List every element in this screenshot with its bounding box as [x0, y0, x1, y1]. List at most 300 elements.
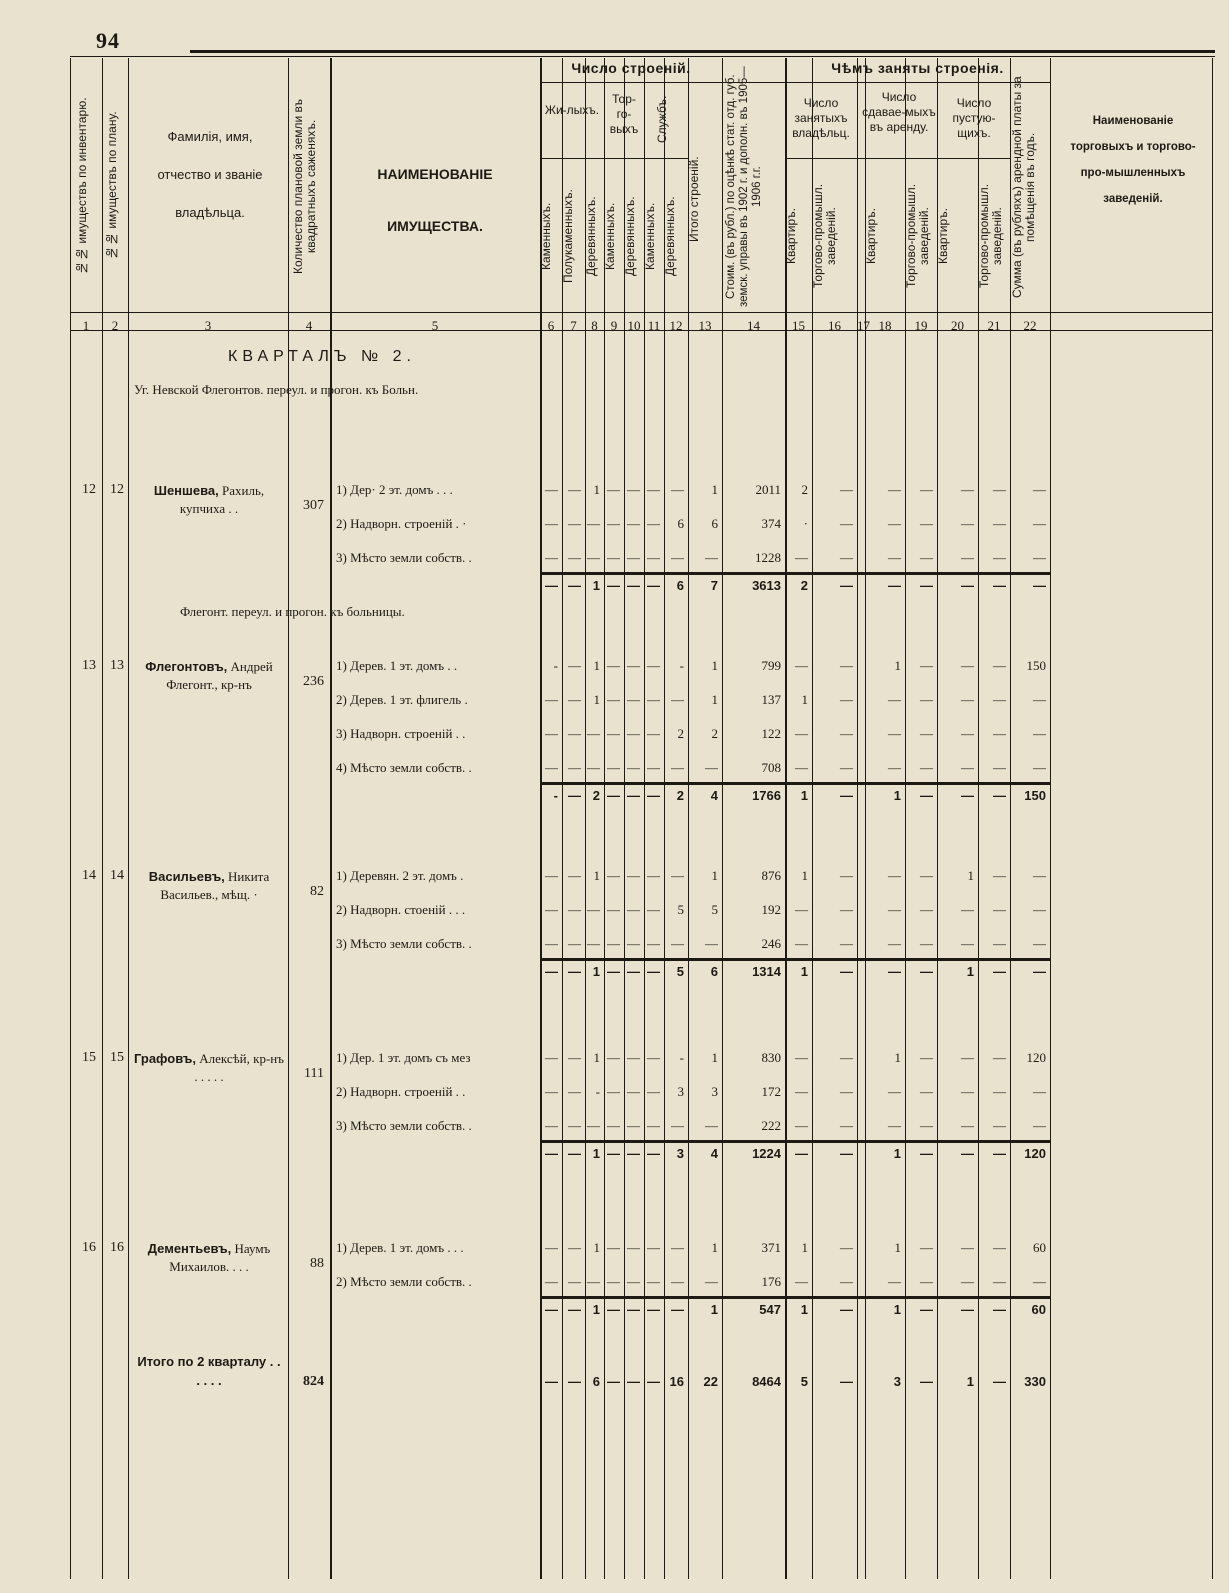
value-cell: —: [671, 1240, 684, 1255]
value-cell: 120: [1026, 1050, 1046, 1065]
value-cell: —: [993, 868, 1006, 883]
value-cell: —: [545, 550, 558, 565]
value-cell: —: [647, 1302, 660, 1317]
value-cell: —: [587, 1274, 600, 1289]
value-cell: —: [545, 1240, 558, 1255]
value-cell: —: [568, 1274, 581, 1289]
value-cell: —: [840, 1274, 853, 1289]
value-cell: —: [647, 692, 660, 707]
value-cell: 4: [710, 788, 718, 803]
value-cell: 176: [761, 1274, 781, 1289]
value-cell: 7: [710, 578, 718, 593]
value-cell: —: [920, 1084, 933, 1099]
value-cell: —: [607, 1118, 620, 1133]
value-cell: 1: [893, 1146, 901, 1161]
column-number: 18: [878, 318, 892, 333]
value-cell: —: [920, 578, 933, 593]
owner-surname: Шеншева,: [153, 483, 219, 498]
value-cell: —: [993, 760, 1006, 775]
value-cell: —: [568, 964, 581, 979]
value-cell: 1: [801, 1240, 808, 1255]
value-cell: —: [961, 1302, 974, 1317]
value-cell: 1: [592, 578, 600, 593]
value-cell: —: [568, 1302, 581, 1317]
value-cell: —: [840, 868, 853, 883]
top-rule-thin: [70, 56, 1215, 57]
header-sub-rent: Число сдавае-мыхъ въ аренду.: [862, 90, 936, 134]
value-cell: —: [607, 550, 620, 565]
value-cell: 150: [1026, 658, 1046, 673]
subtotal-rule: [540, 1140, 1050, 1143]
value-cell: 2: [677, 726, 684, 741]
value-cell: —: [993, 1374, 1006, 1389]
value-cell: 1224: [752, 1146, 781, 1161]
street-heading: Уг. Невской Флегонтов. переул. и прогон. къ Больн.: [134, 382, 419, 397]
value-cell: —: [627, 1240, 640, 1255]
value-cell: —: [607, 726, 620, 741]
value-cell: 1: [593, 868, 600, 883]
value-cell: —: [545, 1118, 558, 1133]
value-cell: —: [671, 1302, 684, 1317]
value-cell: 1: [800, 788, 808, 803]
value-cell: 1: [800, 1302, 808, 1317]
value-cell: 3: [893, 1374, 901, 1389]
header-col16: Торгово-промышл. заведеній.: [811, 183, 838, 289]
owner-name-rest: Андрей Флегонт., кр-нъ: [166, 659, 273, 692]
value-cell: —: [840, 788, 853, 803]
value-cell: —: [607, 516, 620, 531]
quarter-total-land: 824: [303, 1374, 324, 1389]
column-number: 8: [591, 318, 598, 333]
value-cell: 1: [967, 868, 974, 883]
value-cell: —: [961, 936, 974, 951]
value-cell: 1: [711, 1240, 718, 1255]
value-cell: —: [587, 760, 600, 775]
header-col13: Итого строеній.: [687, 156, 701, 242]
value-cell: —: [671, 550, 684, 565]
value-cell: —: [888, 760, 901, 775]
value-cell: —: [920, 550, 933, 565]
value-cell: 1: [711, 868, 718, 883]
value-cell: —: [647, 1050, 660, 1065]
value-cell: —: [795, 1084, 808, 1099]
value-cell: —: [568, 692, 581, 707]
header-col9: Каменныхъ.: [603, 202, 617, 270]
header-col19: Квартиръ.: [936, 207, 950, 265]
value-cell: 1228: [755, 550, 781, 565]
value-cell: 6: [710, 964, 718, 979]
value-cell: —: [705, 760, 718, 775]
value-cell: 5: [800, 1374, 808, 1389]
value-cell: 6: [711, 516, 718, 531]
value-cell: —: [607, 1084, 620, 1099]
value-cell: —: [671, 760, 684, 775]
value-cell: —: [647, 936, 660, 951]
value-cell: —: [993, 788, 1006, 803]
value-cell: 3: [677, 1084, 684, 1099]
value-cell: —: [627, 1050, 640, 1065]
value-cell: —: [545, 1146, 558, 1161]
value-cell: —: [627, 1118, 640, 1133]
column-rule: [330, 58, 332, 1579]
value-cell: —: [607, 578, 620, 593]
value-cell: —: [587, 936, 600, 951]
value-cell: 4: [710, 1146, 718, 1161]
value-cell: —: [647, 726, 660, 741]
value-cell: —: [840, 1118, 853, 1133]
value-cell: 1: [592, 1146, 600, 1161]
header-col21: Сумма (въ рубляхъ) арендной платы за помѣщенія въ годъ.: [1010, 76, 1037, 298]
value-cell: —: [568, 1146, 581, 1161]
value-cell: —: [961, 1084, 974, 1099]
owner-inventory-number: 15: [82, 1050, 96, 1065]
value-cell: —: [627, 482, 640, 497]
value-cell: —: [627, 1374, 640, 1389]
value-cell: —: [840, 760, 853, 775]
column-number: 7: [570, 318, 577, 333]
value-cell: 371: [761, 1240, 781, 1255]
value-cell: —: [795, 1146, 808, 1161]
value-cell: —: [647, 658, 660, 673]
owner-inventory-number: 13: [82, 658, 96, 673]
column-number: 13: [698, 318, 712, 333]
value-cell: —: [961, 902, 974, 917]
subtotal-rule: [540, 1296, 1050, 1299]
value-cell: —: [568, 482, 581, 497]
value-cell: —: [920, 692, 933, 707]
value-cell: —: [1033, 692, 1046, 707]
value-cell: —: [647, 516, 660, 531]
subtotal-rule: [540, 958, 1050, 961]
value-cell: —: [795, 1050, 808, 1065]
value-cell: —: [961, 550, 974, 565]
value-cell: —: [671, 1118, 684, 1133]
value-cell: 60: [1033, 1240, 1046, 1255]
value-cell: 1: [592, 1302, 600, 1317]
value-cell: 1: [801, 868, 808, 883]
value-cell: 1: [593, 1050, 600, 1065]
value-cell: —: [993, 516, 1006, 531]
value-cell: —: [920, 760, 933, 775]
value-cell: —: [961, 1240, 974, 1255]
value-cell: —: [607, 760, 620, 775]
value-cell: —: [888, 692, 901, 707]
top-rule: [190, 50, 1215, 53]
value-cell: —: [840, 482, 853, 497]
value-cell: 1: [893, 1302, 901, 1317]
value-cell: 1: [593, 482, 600, 497]
value-cell: —: [920, 1274, 933, 1289]
value-cell: 2: [676, 788, 684, 803]
value-cell: —: [993, 1118, 1006, 1133]
value-cell: —: [627, 1302, 640, 1317]
column-number: 4: [305, 318, 313, 333]
value-cell: 246: [761, 936, 781, 951]
value-cell: —: [795, 726, 808, 741]
value-cell: —: [545, 964, 558, 979]
owner-inventory-number: 14: [82, 868, 96, 883]
value-cell: 1: [894, 1050, 901, 1065]
value-cell: —: [647, 1084, 660, 1099]
value-cell: —: [627, 788, 640, 803]
header-group-usage: Чѣмъ заняты строенія.: [831, 60, 1004, 76]
owner-land-area: 88: [310, 1256, 324, 1271]
header-col2: №№ имуществъ по плану.: [105, 111, 119, 261]
value-cell: —: [840, 692, 853, 707]
value-cell: —: [920, 1146, 933, 1161]
value-cell: -: [679, 658, 684, 673]
value-cell: —: [607, 936, 620, 951]
property-item-label: 1) Дерев. 1 эт. домъ . . .: [336, 1240, 464, 1255]
value-cell: —: [961, 1274, 974, 1289]
value-cell: —: [993, 902, 1006, 917]
value-cell: —: [607, 482, 620, 497]
value-cell: —: [993, 578, 1006, 593]
column-rule: [722, 58, 723, 1579]
value-cell: 1: [893, 788, 901, 803]
header-col17: Квартиръ.: [864, 207, 878, 265]
value-cell: —: [961, 760, 974, 775]
page-number: 94: [96, 28, 120, 53]
value-cell: —: [840, 902, 853, 917]
value-cell: —: [568, 1050, 581, 1065]
value-cell: —: [568, 1240, 581, 1255]
value-cell: —: [568, 788, 581, 803]
value-cell: —: [627, 516, 640, 531]
value-cell: —: [647, 550, 660, 565]
value-cell: —: [568, 516, 581, 531]
value-cell: 1: [711, 482, 718, 497]
column-rule: [1050, 58, 1051, 1579]
subtotal-rule: [540, 782, 1050, 785]
value-cell: —: [568, 936, 581, 951]
value-cell: —: [545, 482, 558, 497]
value-cell: —: [840, 578, 853, 593]
value-cell: —: [961, 726, 974, 741]
column-rule: [128, 58, 129, 1579]
value-cell: —: [920, 788, 933, 803]
property-item-label: 2) Мѣсто земли собств. .: [336, 1274, 472, 1289]
value-cell: 122: [761, 726, 781, 741]
column-number: 20: [951, 318, 964, 333]
value-cell: —: [795, 1118, 808, 1133]
value-cell: —: [568, 726, 581, 741]
value-cell: —: [627, 550, 640, 565]
value-cell: 5: [677, 902, 684, 917]
header-col6: Каменныхъ.: [539, 202, 553, 270]
column-number: 9: [610, 318, 618, 333]
value-cell: 708: [761, 760, 781, 775]
owner-surname: Дементьевъ,: [147, 1241, 232, 1256]
value-cell: —: [795, 1274, 808, 1289]
value-cell: —: [627, 902, 640, 917]
quarter-title: КВАРТАЛЪ № 2.: [228, 348, 416, 365]
value-cell: 1: [801, 692, 808, 707]
value-cell: —: [587, 550, 600, 565]
value-cell: —: [795, 902, 808, 917]
value-cell: —: [993, 964, 1006, 979]
value-cell: —: [647, 1118, 660, 1133]
value-cell: —: [671, 482, 684, 497]
value-cell: 1: [592, 964, 600, 979]
value-cell: —: [607, 658, 620, 673]
value-cell: —: [587, 726, 600, 741]
value-cell: 1: [711, 1050, 718, 1065]
value-cell: —: [607, 1274, 620, 1289]
value-cell: —: [545, 692, 558, 707]
header-col15: Квартиръ.: [784, 207, 798, 265]
value-cell: —: [627, 1146, 640, 1161]
value-cell: —: [647, 1374, 660, 1389]
value-cell: —: [888, 482, 901, 497]
property-item-label: 1) Дерев. 1 эт. домъ . .: [336, 658, 458, 673]
value-cell: —: [840, 936, 853, 951]
column-rule: [1212, 58, 1213, 1579]
value-cell: 172: [761, 1084, 781, 1099]
value-cell: —: [993, 1050, 1006, 1065]
value-cell: —: [1033, 578, 1046, 593]
quarter-total-label: Итого по 2 кварталу . . . . . .: [137, 1354, 281, 1388]
header-col12: Деревянныхъ.: [663, 196, 677, 276]
value-cell: —: [888, 516, 901, 531]
value-cell: —: [671, 1274, 684, 1289]
value-cell: —: [671, 692, 684, 707]
street-heading: Флегонт. переул. и прогон. къ больницы.: [180, 604, 405, 619]
value-cell: —: [840, 1240, 853, 1255]
owner-plan-number: 13: [110, 658, 124, 673]
value-cell: 1314: [752, 964, 781, 979]
value-cell: 2011: [755, 482, 781, 497]
value-cell: —: [647, 868, 660, 883]
value-cell: —: [920, 1118, 933, 1133]
value-cell: —: [1033, 936, 1046, 951]
value-cell: —: [993, 1302, 1006, 1317]
header-col7: Полукаменныхъ.: [561, 189, 575, 283]
owner-inventory-number: 12: [82, 482, 96, 497]
value-cell: —: [920, 1240, 933, 1255]
property-item-label: 4) Мѣсто земли собств. .: [336, 760, 472, 775]
value-cell: —: [607, 868, 620, 883]
value-cell: 192: [761, 902, 781, 917]
column-number: 10: [627, 318, 641, 333]
value-cell: —: [840, 550, 853, 565]
value-cell: —: [1033, 482, 1046, 497]
value-cell: —: [607, 1374, 620, 1389]
header-col8: Деревянныхъ.: [584, 196, 598, 276]
value-cell: 374: [761, 516, 781, 531]
value-cell: 1: [894, 1240, 901, 1255]
column-number: 2: [111, 318, 119, 333]
value-cell: 6: [592, 1374, 600, 1389]
value-cell: 3: [676, 1146, 684, 1161]
value-cell: —: [627, 692, 640, 707]
value-cell: —: [888, 964, 901, 979]
value-cell: —: [627, 936, 640, 951]
header-col10: Деревянныхъ.: [623, 196, 637, 276]
value-cell: —: [840, 1302, 853, 1317]
value-cell: —: [888, 902, 901, 917]
column-number: 15: [792, 318, 805, 333]
value-cell: 1: [593, 658, 600, 673]
value-cell: —: [888, 578, 901, 593]
value-cell: —: [920, 482, 933, 497]
value-cell: —: [568, 1118, 581, 1133]
value-cell: —: [888, 1274, 901, 1289]
value-cell: 150: [1024, 788, 1046, 803]
value-cell: 1766: [752, 788, 781, 803]
value-cell: 6: [677, 516, 684, 531]
value-cell: 2: [592, 788, 600, 803]
value-cell: —: [647, 788, 660, 803]
value-cell: —: [607, 964, 620, 979]
value-cell: —: [627, 760, 640, 775]
owner-name: [134, 868, 284, 904]
column-rule: [288, 58, 289, 1579]
property-item-label: 2) Дерев. 1 эт. флигель .: [336, 692, 468, 707]
subgroup-rule: [540, 158, 688, 159]
value-cell: 330: [1024, 1374, 1046, 1389]
owner-land-area: 236: [303, 674, 324, 689]
value-cell: 1: [593, 692, 600, 707]
value-cell: —: [627, 726, 640, 741]
value-cell: —: [568, 868, 581, 883]
value-cell: 876: [761, 868, 781, 883]
value-cell: 222: [761, 1118, 781, 1133]
header-col11: Каменныхъ.: [643, 202, 657, 270]
value-cell: —: [920, 726, 933, 741]
value-cell: 1: [711, 658, 718, 673]
column-number: 22: [1023, 318, 1037, 333]
column-number: 19: [914, 318, 928, 333]
value-cell: —: [840, 1374, 853, 1389]
value-cell: —: [627, 964, 640, 979]
value-cell: 60: [1031, 1302, 1046, 1317]
value-cell: —: [607, 1302, 620, 1317]
value-cell: —: [961, 1118, 974, 1133]
value-cell: —: [627, 1084, 640, 1099]
property-item-label: 1) Деревян. 2 эт. домъ .: [336, 868, 464, 883]
value-cell: —: [647, 964, 660, 979]
owner-name: [134, 658, 284, 694]
value-cell: —: [961, 1050, 974, 1065]
value-cell: —: [888, 550, 901, 565]
value-cell: —: [627, 578, 640, 593]
value-cell: -: [553, 788, 558, 803]
owner-land-area: 307: [303, 498, 324, 513]
owner-name: [134, 1240, 284, 1276]
value-cell: —: [627, 1274, 640, 1289]
property-item-label: 3) Мѣсто земли собств. .: [336, 936, 472, 951]
value-cell: —: [840, 516, 853, 531]
value-cell: —: [1033, 516, 1046, 531]
value-cell: —: [568, 902, 581, 917]
value-cell: 1: [966, 964, 974, 979]
owner-name: [134, 1050, 284, 1086]
value-cell: —: [607, 1240, 620, 1255]
value-cell: —: [920, 964, 933, 979]
value-cell: —: [993, 1084, 1006, 1099]
value-cell: —: [993, 936, 1006, 951]
value-cell: —: [795, 658, 808, 673]
value-cell: —: [607, 1146, 620, 1161]
value-cell: —: [705, 1274, 718, 1289]
owner-land-area: 82: [310, 884, 324, 899]
value-cell: 799: [761, 658, 781, 673]
column-number: 14: [747, 318, 760, 333]
value-cell: —: [888, 726, 901, 741]
column-number: 12: [669, 318, 683, 333]
value-cell: 3: [711, 1084, 718, 1099]
